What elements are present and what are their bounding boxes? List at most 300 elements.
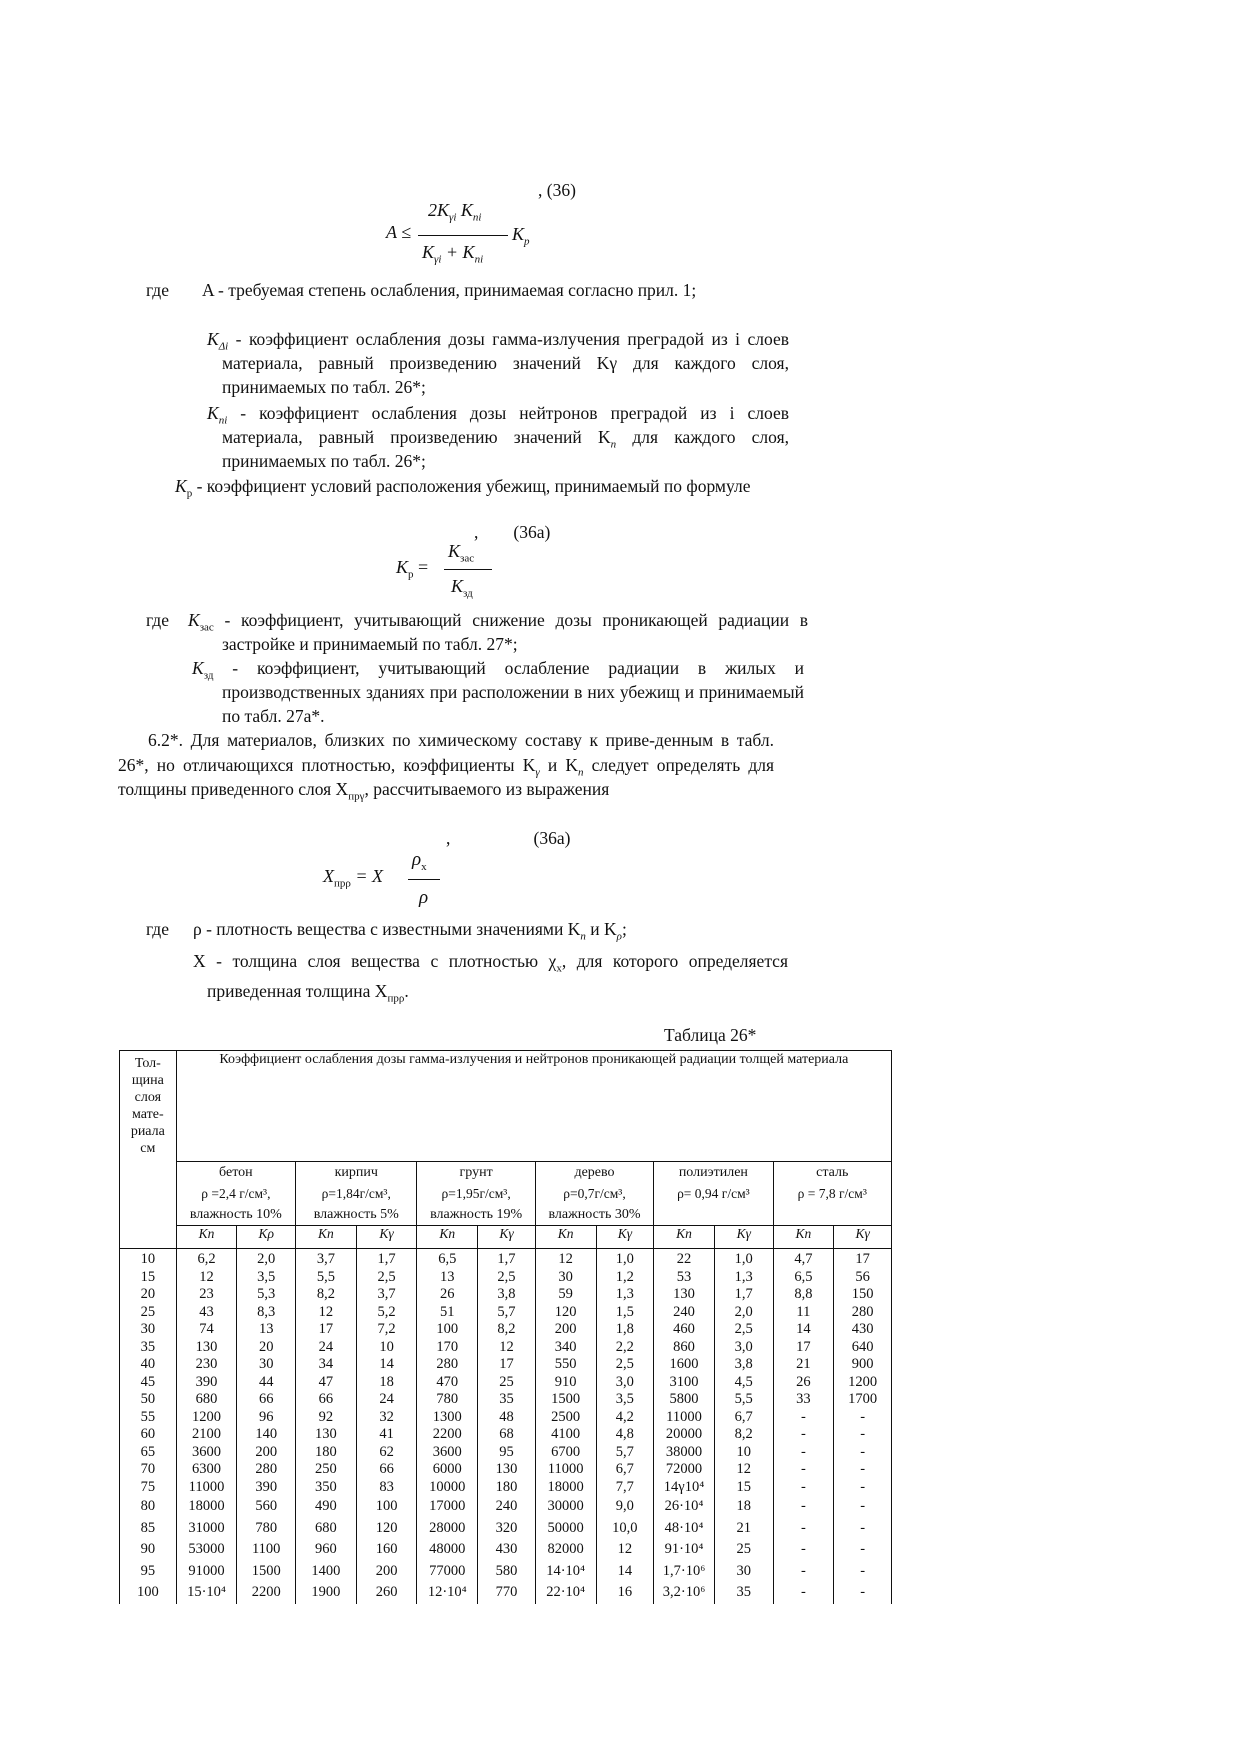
table-cell: 59 — [535, 1286, 596, 1304]
table-cell: 26 — [773, 1374, 834, 1392]
table-cell: 1,7 — [478, 1249, 536, 1269]
table-row — [120, 1479, 892, 1497]
formula-36b-fraction-line — [408, 879, 440, 880]
material-header — [176, 1162, 295, 1226]
table-cell: 18 — [356, 1374, 417, 1392]
table-cell: 470 — [417, 1374, 478, 1392]
table-cell: 11000 — [654, 1409, 715, 1427]
table-cell: 280 — [417, 1356, 478, 1374]
def-kzas: $K_{зас}$ - коэффициент, учитывающий снижение дозы проникающей радиации в застройке и принимаемый по табл. 27*; — [188, 610, 808, 654]
table-cell: - — [834, 1561, 892, 1583]
material-l3: влажность 5% — [313, 1207, 399, 1222]
coef-header: Kn — [654, 1226, 715, 1249]
table-cell: 20000 — [654, 1426, 715, 1444]
formula-36-kp: $K_p$ — [512, 224, 530, 248]
table-cell: 130 — [654, 1286, 715, 1304]
table-cell: 1600 — [654, 1356, 715, 1374]
table-cell: 1,7 — [356, 1249, 417, 1269]
table-cell: - — [834, 1582, 892, 1604]
table-cell: 560 — [237, 1496, 296, 1518]
table-cell: 10 — [714, 1444, 773, 1462]
table-cell: 10 — [356, 1339, 417, 1357]
thickness-cell: 50 — [120, 1391, 177, 1409]
table-cell: 170 — [417, 1339, 478, 1357]
table-cell: 230 — [176, 1356, 237, 1374]
table-cell: - — [773, 1496, 834, 1518]
thickness-cell: 25 — [120, 1304, 177, 1322]
thickness-cell: 35 — [120, 1339, 177, 1357]
table-cell: 32 — [356, 1409, 417, 1427]
attenuation-table — [119, 1050, 892, 1604]
table-cell: 7,2 — [356, 1321, 417, 1339]
table-cell: 240 — [654, 1304, 715, 1322]
formula-36a-denominator: $K_{зд}$ — [451, 576, 473, 600]
table-cell: 23 — [176, 1286, 237, 1304]
material-l2: ρ=0,7г/см³, — [563, 1186, 626, 1201]
table-cell: 30 — [237, 1356, 296, 1374]
table-cell: 280 — [237, 1461, 296, 1479]
table-cell: 48·10⁴ — [654, 1518, 715, 1540]
table-cell: 17 — [296, 1321, 357, 1339]
table-cell: - — [773, 1444, 834, 1462]
table-cell: 250 — [296, 1461, 357, 1479]
material-l3: влажность 30% — [548, 1207, 641, 1222]
table-cell: 900 — [834, 1356, 892, 1374]
table-cell: 120 — [535, 1304, 596, 1322]
table-cell: 180 — [478, 1479, 536, 1497]
table-cell: 4100 — [535, 1426, 596, 1444]
table-cell: 5800 — [654, 1391, 715, 1409]
formula-36b-denominator: ρ — [419, 887, 429, 908]
table-cell: 6000 — [417, 1461, 478, 1479]
table-cell: 33 — [773, 1391, 834, 1409]
table-cell: 6300 — [176, 1461, 237, 1479]
table-cell: 6700 — [535, 1444, 596, 1462]
table-cell: 1900 — [296, 1582, 357, 1604]
table-cell: 4,2 — [596, 1409, 654, 1427]
table-cell: 16 — [596, 1582, 654, 1604]
coef-header: Kn — [417, 1226, 478, 1249]
material-name: сталь — [816, 1165, 849, 1180]
table-cell: 960 — [296, 1539, 357, 1561]
formula-36b-numerator: $\rho_x$ — [412, 849, 427, 873]
table-cell: 15·10⁴ — [176, 1582, 237, 1604]
formula-36a-fraction-line — [444, 569, 492, 570]
table-cell: 12 — [714, 1461, 773, 1479]
formula-36a-lhs: $K_p$ = — [396, 557, 429, 581]
coef-header: Kn — [296, 1226, 357, 1249]
table-cell: 10000 — [417, 1479, 478, 1497]
material-l3: влажность 10% — [189, 1207, 282, 1222]
table-cell: 14 — [356, 1356, 417, 1374]
table-row — [120, 1356, 892, 1374]
table-cell: 11000 — [176, 1479, 237, 1497]
table-cell: 1300 — [417, 1409, 478, 1427]
material-name: кирпич — [334, 1165, 378, 1180]
table-cell: 2200 — [237, 1582, 296, 1604]
table-cell: - — [834, 1409, 892, 1427]
table-cell: - — [834, 1539, 892, 1561]
table-cell: 4,5 — [714, 1374, 773, 1392]
table-row — [120, 1391, 892, 1409]
table-cell: 1,5 — [596, 1304, 654, 1322]
table-cell: - — [773, 1461, 834, 1479]
thickness-cell: 95 — [120, 1561, 177, 1583]
table-cell: 1500 — [237, 1561, 296, 1583]
table-cell: 53 — [654, 1269, 715, 1287]
table-cell: - — [773, 1539, 834, 1561]
table-cell: 6,5 — [417, 1249, 478, 1269]
table-row — [120, 1561, 892, 1583]
table-cell: 14·10⁴ — [535, 1561, 596, 1583]
table-cell: 2,0 — [237, 1249, 296, 1269]
thickness-cell: 80 — [120, 1496, 177, 1518]
coef-header: Kγ — [834, 1226, 892, 1249]
material-name: полиэтилен — [678, 1165, 748, 1180]
table-cell: 240 — [478, 1496, 536, 1518]
table-cell: 13 — [237, 1321, 296, 1339]
table-cell: 1,3 — [714, 1269, 773, 1287]
table-cell: 3,7 — [296, 1249, 357, 1269]
coef-header: Kγ — [356, 1226, 417, 1249]
material-name: бетон — [219, 1165, 253, 1180]
table-cell: 770 — [478, 1582, 536, 1604]
table-cell: 5,5 — [714, 1391, 773, 1409]
thickness-cell: 20 — [120, 1286, 177, 1304]
table-cell: 5,3 — [237, 1286, 296, 1304]
table-cell: 21 — [714, 1518, 773, 1540]
table-cell: 24 — [356, 1391, 417, 1409]
table-cell: 91000 — [176, 1561, 237, 1583]
formula-36-number: , (36) — [538, 180, 576, 200]
table-cell: 5,2 — [356, 1304, 417, 1322]
table-cell: 14 — [596, 1561, 654, 1583]
table-cell: 260 — [356, 1582, 417, 1604]
table-cell: - — [773, 1561, 834, 1583]
material-name: дерево — [574, 1165, 615, 1180]
material-l2: ρ =2,4 г/см³, — [201, 1186, 271, 1201]
table-cell: 50000 — [535, 1518, 596, 1540]
table-cell: 460 — [654, 1321, 715, 1339]
table-cell: - — [834, 1479, 892, 1497]
table-cell: 14γ10⁴ — [654, 1479, 715, 1497]
table-cell: 12 — [596, 1539, 654, 1561]
table-cell: 66 — [356, 1461, 417, 1479]
table-cell: 1200 — [834, 1374, 892, 1392]
table-cell: 3600 — [417, 1444, 478, 1462]
table-cell: 2100 — [176, 1426, 237, 1444]
table-cell: 350 — [296, 1479, 357, 1497]
table-cell: 580 — [478, 1561, 536, 1583]
table-cell: 51 — [417, 1304, 478, 1322]
table-cell: 11 — [773, 1304, 834, 1322]
coef-header: Kγ — [714, 1226, 773, 1249]
table-cell: 1,7·10⁶ — [654, 1561, 715, 1583]
table-cell: 24 — [296, 1339, 357, 1357]
table-cell: 8,3 — [237, 1304, 296, 1322]
table-cell: 5,5 — [296, 1269, 357, 1287]
formula-36-denominator: $K_{\gamma i} + K_{ni}$ — [422, 242, 484, 266]
table-cell: 68 — [478, 1426, 536, 1444]
material-l3: влажность 19% — [430, 1207, 523, 1222]
table-cell: 3600 — [176, 1444, 237, 1462]
table-cell: 2,5 — [478, 1269, 536, 1287]
table-cell: 28000 — [417, 1518, 478, 1540]
thickness-cell: 40 — [120, 1356, 177, 1374]
table-cell: 31000 — [176, 1518, 237, 1540]
table-cell: 100 — [356, 1496, 417, 1518]
thickness-cell: 60 — [120, 1426, 177, 1444]
table-cell: 18 — [714, 1496, 773, 1518]
material-header — [535, 1162, 653, 1226]
material-header — [773, 1162, 891, 1226]
table-cell: 17 — [773, 1339, 834, 1357]
table-cell: 8,2 — [296, 1286, 357, 1304]
table-cell: 430 — [478, 1539, 536, 1561]
table-cell: - — [773, 1409, 834, 1427]
table-cell: 96 — [237, 1409, 296, 1427]
table-cell: 550 — [535, 1356, 596, 1374]
where-label-2: где — [146, 610, 169, 630]
table-cell: 35 — [478, 1391, 536, 1409]
table-cell: 5,7 — [478, 1304, 536, 1322]
table-cell: 130 — [296, 1426, 357, 1444]
table-cell: 48000 — [417, 1539, 478, 1561]
table-row — [120, 1518, 892, 1540]
table-cell: 3,5 — [596, 1391, 654, 1409]
table-cell: 7,7 — [596, 1479, 654, 1497]
table-cell: 780 — [417, 1391, 478, 1409]
table-cell: 910 — [535, 1374, 596, 1392]
def-k-neutron: $K_{ni}$ - коэффициент ослабления дозы нейтронов преградой из i слоев материала, равный произведению значений $K_n$ для каждого слоя, принимаемых по табл. 26*; — [207, 403, 789, 471]
table-cell: 1200 — [176, 1409, 237, 1427]
table-cell: 12 — [535, 1249, 596, 1269]
table-cell: 3,0 — [714, 1339, 773, 1357]
table-cell: 6,7 — [714, 1409, 773, 1427]
material-header — [417, 1162, 535, 1226]
table-row — [120, 1539, 892, 1561]
table-cell: 2500 — [535, 1409, 596, 1427]
table-cell: 100 — [417, 1321, 478, 1339]
table-cell: 10,0 — [596, 1518, 654, 1540]
material-l2: ρ=1,84г/см³, — [321, 1186, 391, 1201]
table-cell: 26·10⁴ — [654, 1496, 715, 1518]
table-cell: 43 — [176, 1304, 237, 1322]
table-cell: 2,5 — [596, 1356, 654, 1374]
table-cell: 780 — [237, 1518, 296, 1540]
table-cell: 150 — [834, 1286, 892, 1304]
table-cell: 180 — [296, 1444, 357, 1462]
table-cell: 3,2·10⁶ — [654, 1582, 715, 1604]
table-cell: 66 — [237, 1391, 296, 1409]
table-cell: 83 — [356, 1479, 417, 1497]
table-row — [120, 1444, 892, 1462]
table-cell: 91·10⁴ — [654, 1539, 715, 1561]
main-header: Коэффициент ослабления дозы гамма-излучения и нейтронов проникающей радиации толщей материала — [176, 1051, 891, 1162]
table-cell: 4,7 — [773, 1249, 834, 1269]
table-cell: 26 — [417, 1286, 478, 1304]
table-cell: 680 — [296, 1518, 357, 1540]
table-cell: 95 — [478, 1444, 536, 1462]
coef-header: Kγ — [596, 1226, 654, 1249]
table-row — [120, 1409, 892, 1427]
thickness-cell: 85 — [120, 1518, 177, 1540]
table-cell: 14 — [773, 1321, 834, 1339]
table-cell: 74 — [176, 1321, 237, 1339]
table-cell: 44 — [237, 1374, 296, 1392]
table-cell: - — [773, 1582, 834, 1604]
table-cell: 17 — [478, 1356, 536, 1374]
thickness-cell: 75 — [120, 1479, 177, 1497]
material-l2: ρ = 7,8 г/см³ — [797, 1186, 867, 1201]
formula-36b-lhs: $X_{пр\rho} = X$ — [323, 866, 384, 890]
formula-36-lhs: A ≤ — [386, 222, 412, 242]
table-cell: 2,0 — [714, 1304, 773, 1322]
table-cell: 25 — [478, 1374, 536, 1392]
table-cell: 66 — [296, 1391, 357, 1409]
table-cell: 680 — [176, 1391, 237, 1409]
table-cell: 8,2 — [714, 1426, 773, 1444]
table-cell: 140 — [237, 1426, 296, 1444]
table-cell: 4,8 — [596, 1426, 654, 1444]
table-cell: 1,7 — [714, 1286, 773, 1304]
def-rho: ρ - плотность вещества с известными значениями $K_n$ и $K_\rho$; — [193, 919, 627, 943]
table-cell: 48 — [478, 1409, 536, 1427]
table-row — [120, 1461, 892, 1479]
thickness-cell: 10 — [120, 1249, 177, 1269]
table-cell: 1100 — [237, 1539, 296, 1561]
def-kzd: $K_{зд}$ - коэффициент, учитывающий ослабление радиации в жилых и производственных зданиях при расположении в них убежищ и принимаемый по табл. 27а*. — [192, 658, 804, 726]
def-x: X - толщина слоя вещества с плотностью $\chi_x$, для которого определяется приведенная толщина $X_{пр\rho}$. — [193, 951, 789, 1005]
table-cell: 34 — [296, 1356, 357, 1374]
table-cell: 77000 — [417, 1561, 478, 1583]
table-cell: 47 — [296, 1374, 357, 1392]
table-cell: - — [834, 1496, 892, 1518]
material-l2: ρ= 0,94 г/см³ — [677, 1186, 750, 1201]
table-cell: 56 — [834, 1269, 892, 1287]
table-cell: 130 — [478, 1461, 536, 1479]
table-cell: 1,8 — [596, 1321, 654, 1339]
table-cell: 2,5 — [356, 1269, 417, 1287]
table-cell: 3,8 — [714, 1356, 773, 1374]
table-cell: 390 — [176, 1374, 237, 1392]
table-cell: - — [773, 1518, 834, 1540]
table-cell: 6,5 — [773, 1269, 834, 1287]
thickness-cell: 65 — [120, 1444, 177, 1462]
table-cell: 3,8 — [478, 1286, 536, 1304]
table-cell: 30 — [714, 1561, 773, 1583]
table-cell: - — [834, 1518, 892, 1540]
table-cell: 1,0 — [714, 1249, 773, 1269]
table-cell: 320 — [478, 1518, 536, 1540]
material-name: грунт — [459, 1165, 493, 1180]
table-cell: 1400 — [296, 1561, 357, 1583]
def-a: A - требуемая степень ослабления, принимаемая согласно прил. 1; — [202, 280, 697, 300]
formula-36b-number: , (36а) — [446, 828, 571, 848]
table-cell: 30 — [535, 1269, 596, 1287]
table-cell: 160 — [356, 1539, 417, 1561]
table-cell: 430 — [834, 1321, 892, 1339]
table-cell: 72000 — [654, 1461, 715, 1479]
thickness-cell: 70 — [120, 1461, 177, 1479]
table-cell: 62 — [356, 1444, 417, 1462]
thickness-cell: 30 — [120, 1321, 177, 1339]
table-cell: 6,7 — [596, 1461, 654, 1479]
table-row — [120, 1374, 892, 1392]
table-cell: 15 — [714, 1479, 773, 1497]
thickness-cell: 90 — [120, 1539, 177, 1561]
table-cell: 120 — [356, 1518, 417, 1540]
table-cell: 280 — [834, 1304, 892, 1322]
table-cell: 12 — [478, 1339, 536, 1357]
thickness-cell: 45 — [120, 1374, 177, 1392]
table-cell: 390 — [237, 1479, 296, 1497]
table-cell: 6,2 — [176, 1249, 237, 1269]
table-cell: 340 — [535, 1339, 596, 1357]
table-cell: 2200 — [417, 1426, 478, 1444]
table-cell: 3,5 — [237, 1269, 296, 1287]
coef-header: Kγ — [478, 1226, 536, 1249]
coef-header: Kn — [535, 1226, 596, 1249]
table-cell: 5,7 — [596, 1444, 654, 1462]
table-row — [120, 1269, 892, 1287]
table-cell: 17 — [834, 1249, 892, 1269]
formula-36a-numerator: $K_{зас}$ — [448, 541, 475, 565]
table-cell: 640 — [834, 1339, 892, 1357]
table-cell: 82000 — [535, 1539, 596, 1561]
formula-36a-number: , (36а) — [474, 522, 551, 542]
table-cell: 130 — [176, 1339, 237, 1357]
where-label: где — [146, 280, 169, 300]
table-cell: 18000 — [176, 1496, 237, 1518]
where-label-3: где — [146, 919, 169, 939]
table-row — [120, 1249, 892, 1269]
table-cell: - — [834, 1444, 892, 1462]
table-cell: 490 — [296, 1496, 357, 1518]
table-cell: - — [773, 1479, 834, 1497]
table-row — [120, 1286, 892, 1304]
table-cell: 21 — [773, 1356, 834, 1374]
table-cell: 13 — [417, 1269, 478, 1287]
thickness-cell: 100 — [120, 1582, 177, 1604]
table-cell: 25 — [714, 1539, 773, 1561]
paragraph-6-2: 6.2*. Для материалов, близких по химическому составу к приве-денным в табл. 26*, но отличающихся плотностью, коэффициенты $K_\gamma$ и $K_n$ следует определять для толщины приведенного слоя $X_{пр\gamma}$, рассчитываемого из выражения — [118, 730, 775, 803]
table-cell: 12 — [176, 1269, 237, 1287]
table-cell: 92 — [296, 1409, 357, 1427]
formula-36-fraction-line — [418, 235, 508, 236]
table-cell: 860 — [654, 1339, 715, 1357]
table-cell: - — [834, 1461, 892, 1479]
table-cell: 22·10⁴ — [535, 1582, 596, 1604]
material-header — [654, 1162, 773, 1226]
table-cell: 200 — [356, 1561, 417, 1583]
def-kp: $K_p$ - коэффициент условий расположения убежищ, принимаемый по формуле — [175, 476, 751, 500]
table-cell: 30000 — [535, 1496, 596, 1518]
table-cell: 8,2 — [478, 1321, 536, 1339]
table-row — [120, 1582, 892, 1604]
table-cell: 1500 — [535, 1391, 596, 1409]
table-cell: 2,2 — [596, 1339, 654, 1357]
thickness-cell: 55 — [120, 1409, 177, 1427]
table-cell: 38000 — [654, 1444, 715, 1462]
coef-header: Kn — [176, 1226, 237, 1249]
table-cell: 11000 — [535, 1461, 596, 1479]
table-cell: 8,8 — [773, 1286, 834, 1304]
table-cell: 1700 — [834, 1391, 892, 1409]
table-cell: 12·10⁴ — [417, 1582, 478, 1604]
formula-36-numerator: $2K_{\gamma i}$ $K_{ni}$ — [428, 200, 482, 224]
table-row — [120, 1426, 892, 1444]
